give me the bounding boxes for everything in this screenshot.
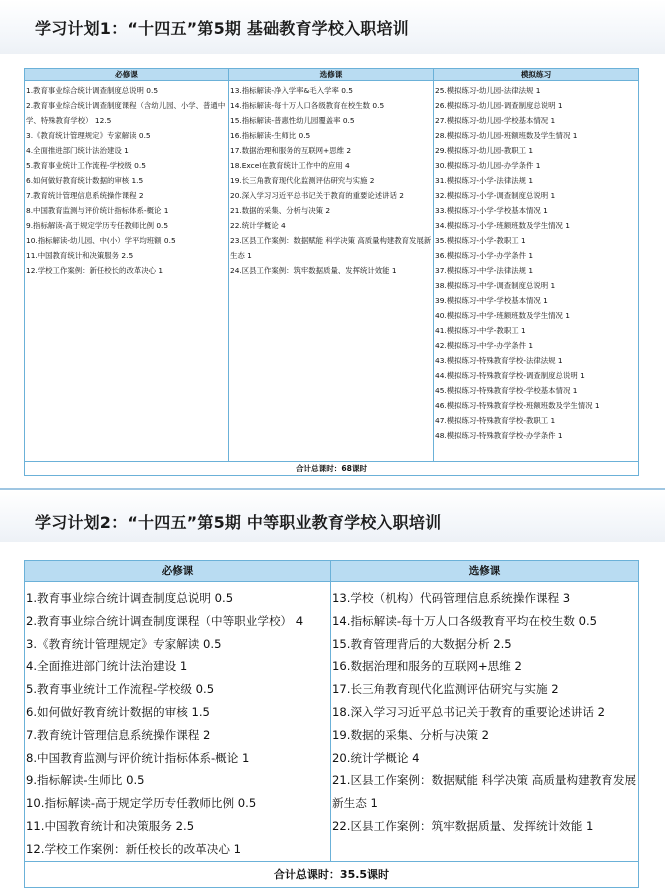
course-item: 19.数据的采集、分析与决策 2 [332, 727, 490, 742]
course-item: 21.区县工作案例：数据赋能 科学决策 高质量构建教育发展新生态 1 [332, 773, 637, 811]
course-item: 47.模拟练习-特殊教育学校-教职工 1 [435, 416, 556, 425]
course-item: 5.教育事业统计工作流程-学校级 0.5 [26, 682, 215, 697]
course-item: 12.学校工作案例：新任校长的改革决心 1 [26, 266, 164, 275]
course-item: 18.Excel在教育统计工作中的应用 4 [230, 161, 350, 170]
course-item: 11.中国教育统计和决策服务 2.5 [26, 251, 134, 260]
required-courses-header: 必修课 [25, 561, 331, 582]
course-item: 17.数据治理和服务的互联网+思维 2 [230, 146, 352, 155]
course-item: 17.长三角教育现代化监测评估研究与实施 2 [332, 682, 559, 697]
course-item: 25.模拟练习-幼儿园-法律法规 1 [435, 86, 541, 95]
course-item: 29.模拟练习-幼儿园-教职工 1 [435, 146, 534, 155]
course-item: 33.模拟练习-小学-学校基本情况 1 [435, 206, 548, 215]
course-item: 10.指标解读-高于规定学历专任教师比例 0.5 [26, 796, 257, 811]
course-item: 19.长三角教育现代化监测评估研究与实施 2 [230, 176, 375, 185]
course-item: 35.模拟练习-小学-教职工 1 [435, 236, 526, 245]
course-item: 16.数据治理和服务的互联网+思维 2 [332, 659, 522, 674]
course-item: 18.深入学习习近平总书记关于教育的重要论述讲话 2 [332, 704, 605, 719]
course-item: 45.模拟练习-特殊教育学校-学校基本情况 1 [435, 386, 578, 395]
course-item: 12.学校工作案例：新任校长的改革决心 1 [26, 841, 242, 856]
course-item: 22.统计学概论 4 [230, 221, 286, 230]
course-item: 14.指标解读-每十万人口各级教育平均在校生数 0.5 [332, 613, 598, 628]
course-item: 2.教育事业综合统计调查制度课程（中等职业学校） 4 [26, 613, 304, 628]
course-item: 36.模拟练习-小学-办学条件 1 [435, 251, 534, 260]
practice-exercises-cell [434, 81, 639, 462]
course-item: 3.《教育统计管理规定》专家解读 0.5 [26, 131, 151, 140]
course-item: 46.模拟练习-特殊教育学校-班额班数及学生情况 1 [435, 401, 600, 410]
course-item: 34.模拟练习-小学-班额班数及学生情况 1 [435, 221, 570, 230]
elective-courses-header: 选修课 [229, 69, 434, 81]
elective-courses-header: 选修课 [331, 561, 639, 582]
course-item: 14.指标解读-每十万人口各级教育在校生数 0.5 [230, 101, 385, 110]
course-item: 37.模拟练习-中学-法律法规 1 [435, 266, 534, 275]
course-item: 20.深入学习习近平总书记关于教育的重要论述讲话 2 [230, 191, 405, 200]
elective-courses-cell [229, 81, 434, 462]
plan2-header [0, 488, 665, 542]
course-item: 39.模拟练习-中学-学校基本情况 1 [435, 296, 548, 305]
plan2-total-hours: 合计总课时：35.5课时 [25, 861, 639, 887]
course-item: 26.模拟练习-幼儿园-调查制度总说明 1 [435, 101, 563, 110]
course-item: 1.教育事业综合统计调查制度总说明 0.5 [26, 86, 159, 95]
plan1-header [0, 0, 665, 54]
course-item: 9.指标解读-高于规定学历专任教师比例 0.5 [26, 221, 169, 230]
course-item: 31.模拟练习-小学-法律法规 1 [435, 176, 534, 185]
course-item: 23.区县工作案例：数据赋能 科学决策 高质量构建教育发展新生态 1 [230, 236, 432, 260]
course-item: 4.全面推进部门统计法治建设 1 [26, 659, 188, 674]
course-item: 22.区县工作案例：筑牢数据质量、发挥统计效能 1 [332, 818, 594, 833]
course-item: 40.模拟练习-中学-班额班数及学生情况 1 [435, 311, 570, 320]
course-item: 16.指标解读-生师比 0.5 [230, 131, 311, 140]
course-item: 11.中国教育统计和决策服务 2.5 [26, 818, 195, 833]
course-item: 41.模拟练习-中学-教职工 1 [435, 326, 526, 335]
course-item: 24.区县工作案例：筑牢数据质量、发挥统计效能 1 [230, 266, 397, 275]
required-courses-cell [25, 81, 229, 462]
course-item: 44.模拟练习-特殊教育学校-调查制度总说明 1 [435, 371, 585, 380]
course-item: 13.学校（机构）代码管理信息系统操作课程 3 [332, 591, 571, 605]
course-item: 2.教育事业综合统计调查制度课程（含幼儿园、小学、普通中学、特殊教育学校） 12.5 [26, 101, 226, 125]
course-item: 21.数据的采集、分析与决策 2 [230, 206, 331, 215]
elective-courses-cell [331, 582, 639, 862]
course-item: 13.指标解读-净入学率&毛入学率 0.5 [230, 86, 353, 95]
course-item: 6.如何做好教育统计数据的审核 1.5 [26, 176, 144, 185]
course-item: 38.模拟练习-中学-调查制度总说明 1 [435, 281, 556, 290]
course-item: 42.模拟练习-中学-办学条件 1 [435, 341, 534, 350]
plan1-total-hours: 合计总课时：68课时 [25, 462, 639, 476]
course-item: 7.教育统计管理信息系统操作课程 2 [26, 727, 211, 742]
course-item: 1.教育事业综合统计调查制度总说明 0.5 [26, 591, 234, 605]
course-item: 4.全面推进部门统计法治建设 1 [26, 146, 129, 155]
course-item: 28.模拟练习-幼儿园-班额班数及学生情况 1 [435, 131, 578, 140]
course-item: 5.教育事业统计工作流程-学校级 0.5 [26, 161, 146, 170]
course-item: 27.模拟练习-幼儿园-学校基本情况 1 [435, 116, 556, 125]
course-item: 32.模拟练习-小学-调查制度总说明 1 [435, 191, 556, 200]
plan2-title: 学习计划2：“十四五”第5期 中等职业教育学校入职培训 [35, 513, 442, 532]
course-item: 8.中国教育监测与评价统计指标体系-概论 1 [26, 206, 169, 215]
required-courses-header: 必修课 [25, 69, 229, 81]
course-item: 48.模拟练习-特殊教育学校-办学条件 1 [435, 431, 563, 440]
course-item: 9.指标解读-生师比 0.5 [26, 773, 145, 788]
course-item: 43.模拟练习-特殊教育学校-法律法规 1 [435, 356, 563, 365]
course-item: 8.中国教育监测与评价统计指标体系-概论 1 [26, 750, 250, 765]
course-item: 10.指标解读-幼儿园、中(小）学平均班额 0.5 [26, 236, 176, 245]
course-item: 6.如何做好教育统计数据的审核 1.5 [26, 704, 210, 719]
practice-exercises-header: 模拟练习 [434, 69, 639, 81]
course-item: 30.模拟练习-幼儿园-办学条件 1 [435, 161, 541, 170]
required-courses-cell [25, 582, 331, 862]
course-item: 7.教育统计管理信息系统操作课程 2 [26, 191, 144, 200]
plan2-course-table [24, 560, 639, 888]
plan1-course-table [24, 68, 639, 476]
course-item: 15.教育管理背后的大数据分析 2.5 [332, 636, 512, 651]
course-item: 15.指标解读-普惠性幼儿园覆盖率 0.5 [230, 116, 355, 125]
plan1-title: 学习计划1：“十四五”第5期 基础教育学校入职培训 [35, 19, 409, 38]
course-item: 3.《教育统计管理规定》专家解读 0.5 [26, 636, 222, 651]
course-item: 20.统计学概论 4 [332, 750, 420, 765]
